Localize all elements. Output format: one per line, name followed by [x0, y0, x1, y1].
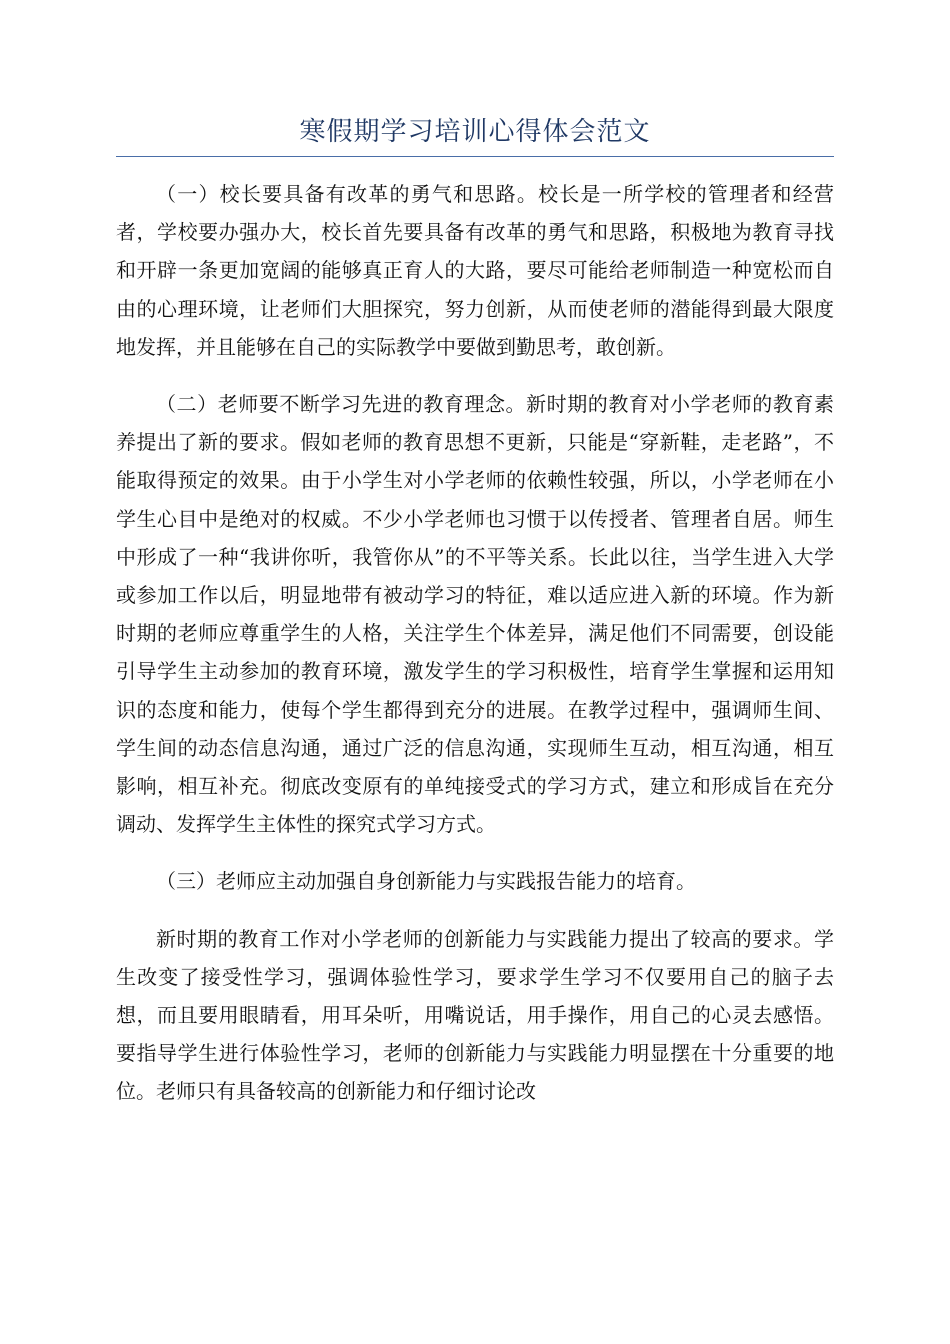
title-block [116, 112, 834, 157]
document-body [116, 175, 834, 1130]
paragraph-2: （二）老师要不断学习先进的教育理念。新时期的教育对小学老师的教育素养提出了新的要求。假如老师的教育思想不更新，只能是“穿新鞋，走老路”，不能取得预定的效果。由于小学生对小学老师的依赖性较强，所以，小学老师在小学生心目中是绝对的权威。不少小学老师也习惯于以传授者、管理者自居。师生中形成了一种“我讲你听，我管你从”的不平等关系。长此以往，当学生进入大学或参加工作以后，明显地带有被动学习的特征，难以适应进入新的环境。作为新时期的老师应尊重学生的人格，关注学生个体差异，满足他们不同需要，创设能引导学生主动参加的教育环境，激发学生的学习积极性，培育学生掌握和运用知识的态度和能力，使每个学生都得到充分的进展。在教学过程中，强调师生间、学生间的动态信息沟通，通过广泛的信息沟通，实现师生互动，相互沟通，相互影响，相互补充。彻底改变原有的单纯接受式的学习方式，建立和形成旨在充分调动、发挥学生主体性的探究式学习方式。 [116, 392, 834, 837]
paragraph-1: （一）校长要具备有改革的勇气和思路。校长是一所学校的管理者和经营者，学校要办强办大，校长首先要具备有改革的勇气和思路，积极地为教育寻找和开辟一条更加宽阔的能够真正育人的大路，要尽可能给老师制造一种宽松而自由的心理环境，让老师们大胆探究，努力创新，从而使老师的潜能得到最大限度地发挥，并且能够在自己的实际教学中要做到勤思考，敢创新。 [116, 182, 834, 359]
document-title: 寒假期学习培训心得体会范文 [299, 117, 651, 147]
paragraph-4: 新时期的教育工作对小学老师的创新能力与实践能力提出了较高的要求。学生改变了接受性学习，强调体验性学习，要求学生学习不仅要用自己的脑子去想，而且要用眼睛看，用耳朵听，用嘴说话，用手操作，用自己的心灵去感悟。要指导学生进行体验性学习，老师的创新能力与实践能力明显摆在十分重要的地位。老师只有具备较高的创新能力和仔细讨论改 [116, 926, 834, 1104]
paragraph-3: （三）老师应主动加强自身创新能力与实践报告能力的培育。 [156, 869, 696, 894]
